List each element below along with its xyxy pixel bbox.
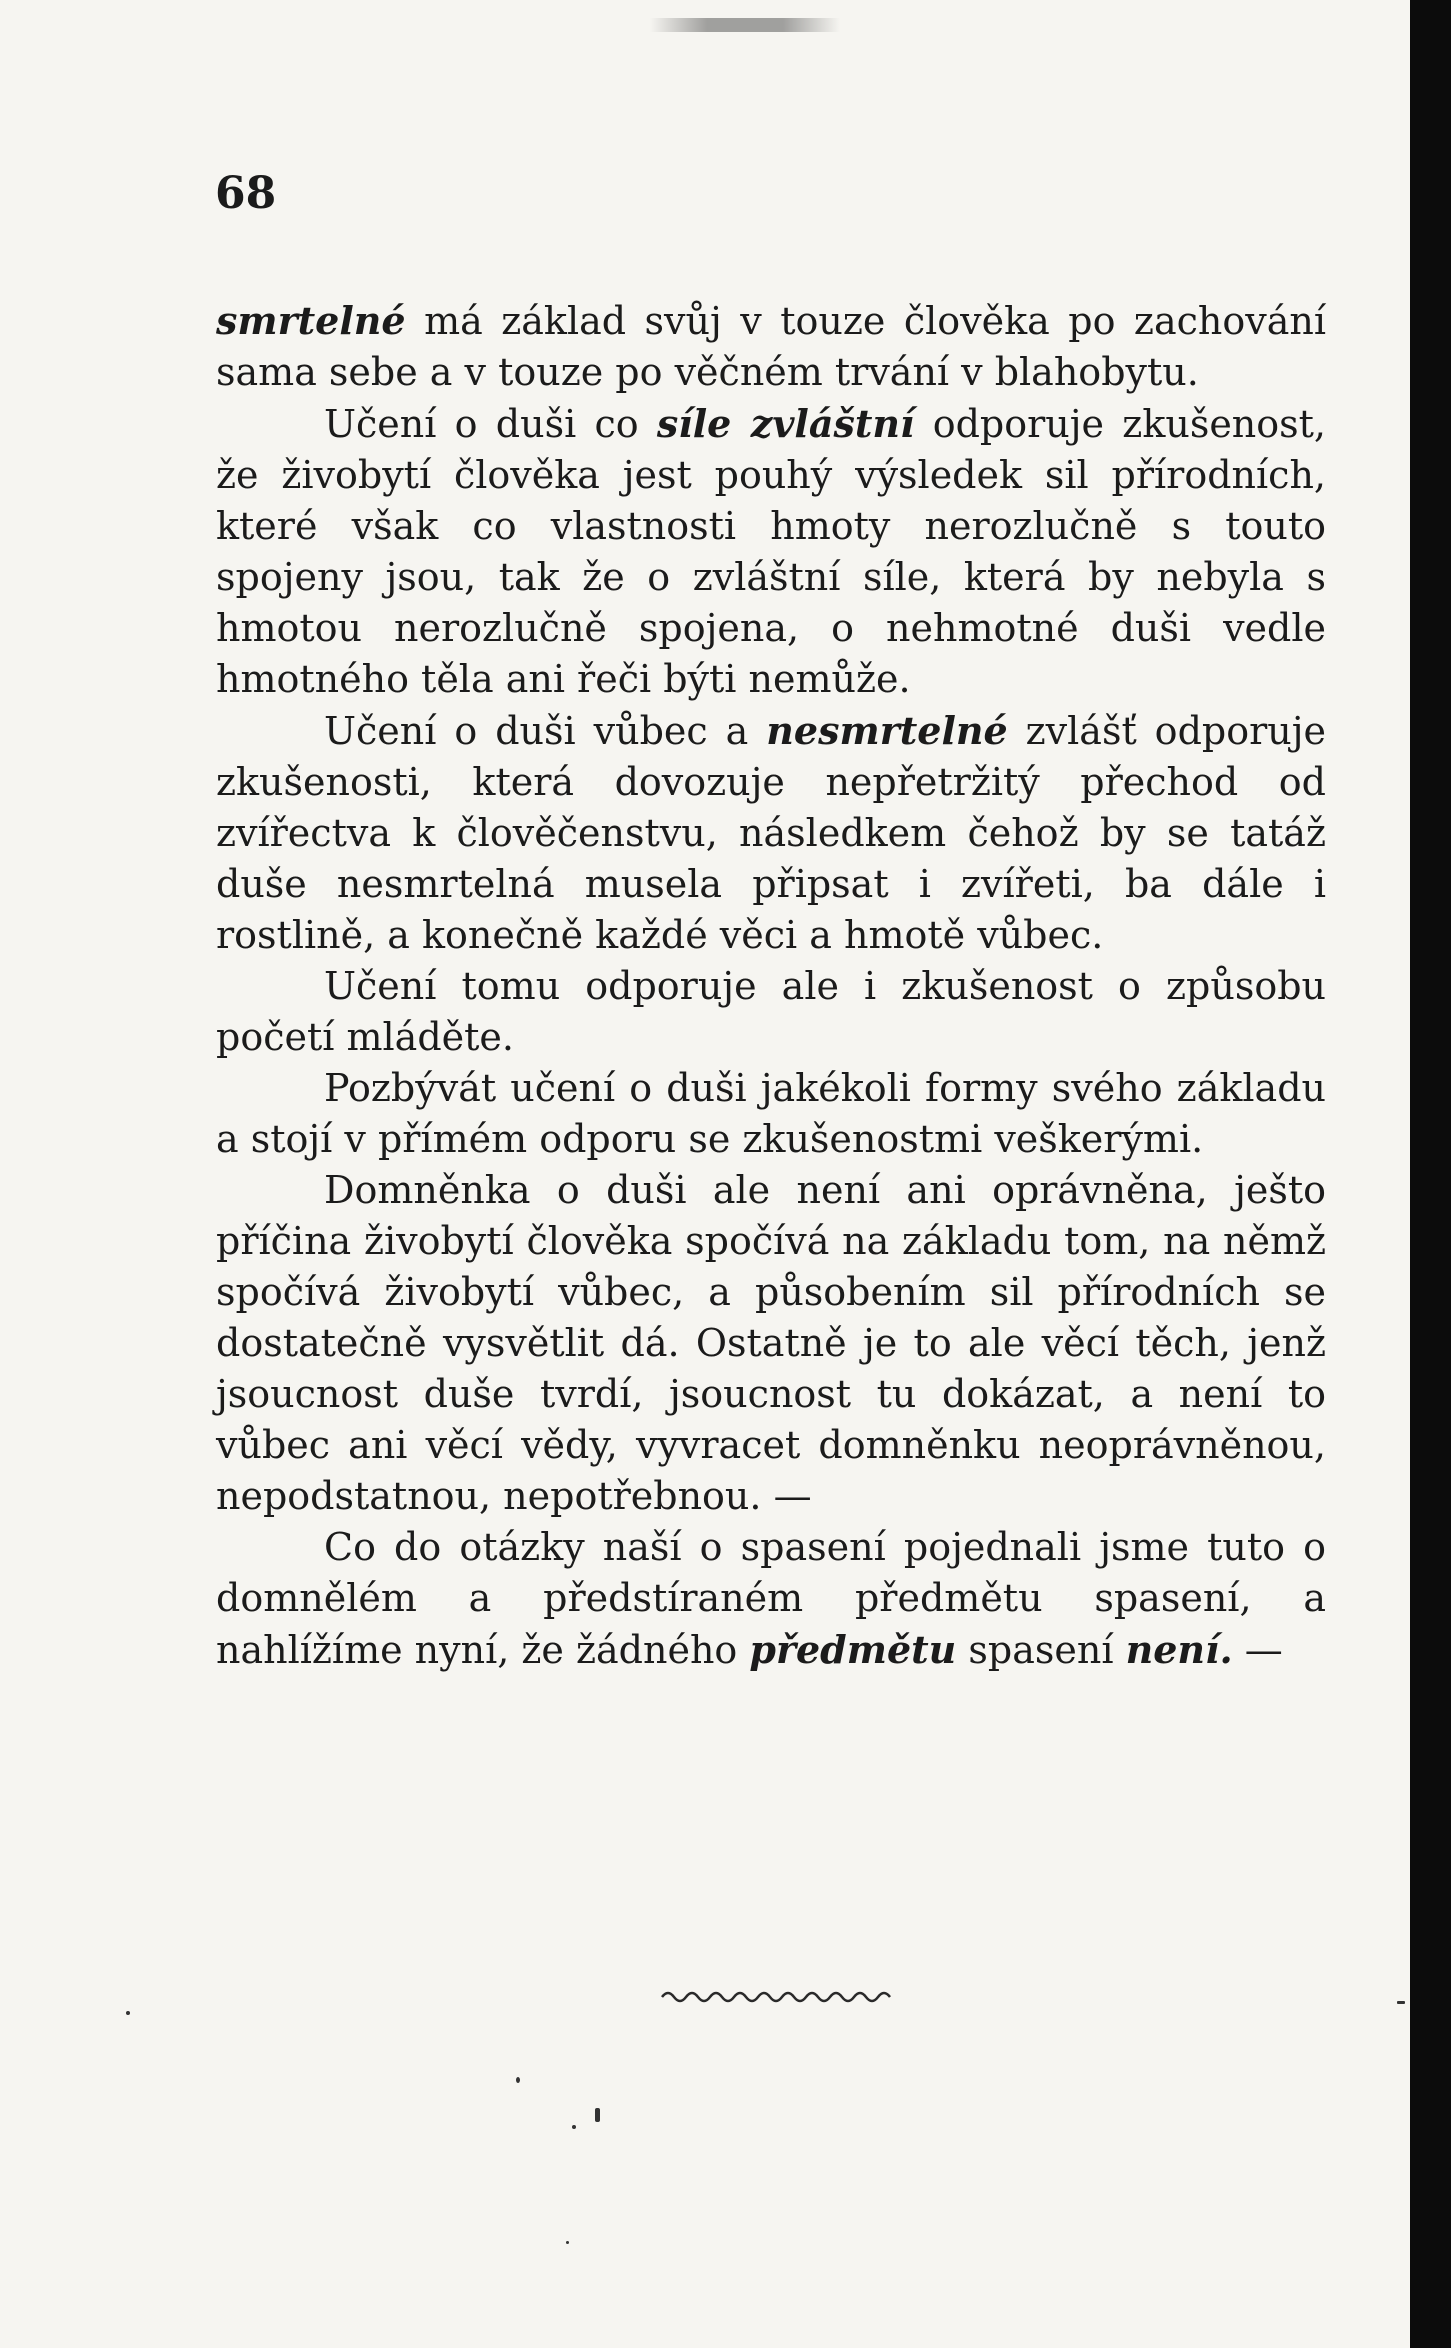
emphasis-predmetu: předmětu: [749, 1627, 957, 1672]
paragraph-text: Učení o duši co: [324, 402, 657, 446]
scan-speck: [126, 2011, 130, 2015]
paragraph-text: má základ svůj v touze člověka po zachování sama sebe a v touze po věčném trvání v blahobytu.: [216, 299, 1326, 394]
paragraph-5: [216, 1063, 1326, 1165]
scan-speck: [595, 2108, 600, 2122]
paragraph-1: [216, 295, 1326, 398]
paragraph-text: spasení: [956, 1628, 1126, 1672]
scan-dark-edge: [1410, 0, 1451, 2348]
paragraph-text: Učení o duši vůbec a: [324, 709, 767, 753]
paragraph-3: [216, 705, 1326, 961]
emphasis-nesmrtelne: nesmrtelné: [766, 708, 1008, 753]
scan-speck: [572, 2125, 576, 2129]
paragraph-text: Co do otázky naší o spasení pojednali jsme tuto o domnělém a předstíraném předmětu spasení, a nahlížíme nyní, že žádného: [216, 1525, 1326, 1672]
paragraph-text: Učení tomu odporuje ale i zkušenost o způsobu početí mláděte.: [216, 964, 1326, 1059]
paragraph-text: zvlášť odporuje zkušenosti, která dovozuje nepřetržitý přechod od zvířectva k člověčenstvu, následkem čehož by se tatáž duše nesmrtelná musela připsat i zvířeti, ba dále i rostlině, a konečně každé věci a hmotě vůbec.: [216, 709, 1327, 957]
emphasis-sile-zvlastni: síle zvláštní: [656, 401, 915, 446]
paragraph-6: [216, 1165, 1326, 1522]
paragraph-text: Domněnka o duši ale není ani oprávněna, ješto příčina živobytí člověka spočívá na základu tom, na němž spočívá živobytí vůbec, a působením sil přírodních se dostatečně vysvětlit dá. Ostatně je to ale věcí těch, jenž jsoucnost duše tvrdí, jsoucnost tu dokázat, a není to vůbec ani věcí vědy, vyvracet domněnku neoprávněnou, nepodstatnou, nepotřebnou. —: [216, 1168, 1326, 1518]
paragraph-4: [216, 961, 1326, 1063]
body-text: [216, 295, 1326, 1676]
paragraph-text: Pozbývát učení o duši jakékoli formy svého základu a stojí v přímém odporu se zkušenostmi veškerými.: [216, 1066, 1326, 1161]
scan-smudge: [650, 18, 840, 32]
paragraph-7: [216, 1522, 1326, 1676]
emphasis-neni: není.: [1125, 1627, 1233, 1672]
paragraph-2: [216, 398, 1326, 705]
end-ornament-icon: [660, 1985, 900, 2009]
scan-speck: [1397, 2001, 1405, 2004]
paragraph-text: —: [1232, 1628, 1283, 1672]
page-number: 68: [215, 168, 277, 219]
scan-speck: [566, 2241, 569, 2244]
emphasis-smrtelne: smrtelné: [216, 298, 406, 343]
scan-speck: [516, 2077, 520, 2083]
paragraph-text: odporuje zkušenost, že živobytí člověka jest pouhý výsledek sil přírodních, které však co vlastnosti hmoty nerozlučně s touto spojeny jsou, tak že o zvláštní síle, která by nebyla s hmotou nerozlučně spojena, o nehmotné duši vedle hmotného těla ani řeči býti nemůže.: [216, 402, 1327, 701]
